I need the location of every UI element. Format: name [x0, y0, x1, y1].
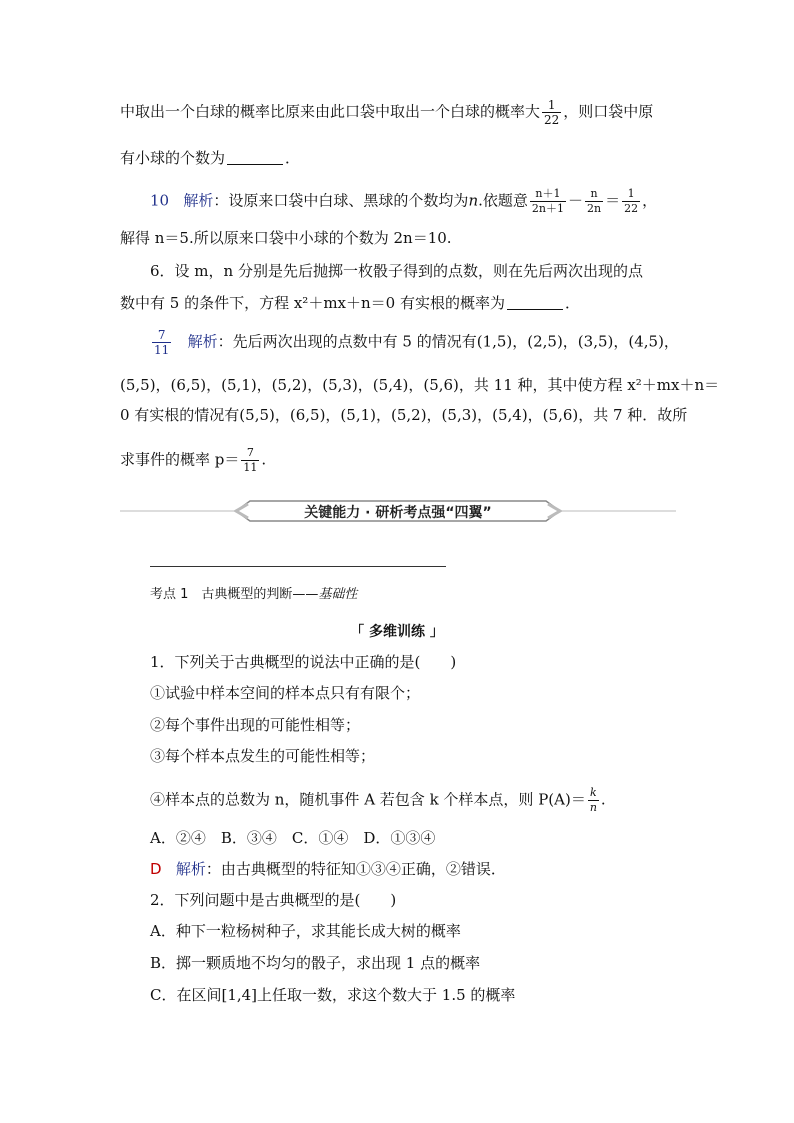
problem-5-text: 中取出一个白球的概率比原来由此口袋中取出一个白球的概率大 [120, 102, 541, 121]
problem-5-line-1 [120, 98, 653, 127]
answer-6-line-3: 0 有实根的情况有(5,5)，(6,5)，(5,1)，(5,2)，(5,3)，(5,4)，(5,6)，共 7 种．故所 [120, 406, 688, 424]
answer-5-line-2: 解得 n＝5.所以原来口袋中小球的个数为 2n＝10. [120, 229, 452, 247]
explanation-label-6: 解析 [187, 332, 218, 351]
problem-6-line-2: 数中有 5 的条件下，方程 x²＋mx＋n＝0 有实根的概率为 ． [120, 294, 580, 312]
section-divider [150, 566, 446, 567]
answer-6-line-4: 求事件的概率 p＝ $\frac{7}{11}$ . [120, 446, 267, 474]
answer-letter: D [150, 860, 162, 878]
subheading: 「 多维训练 」 [350, 624, 444, 640]
statement-4: ④样本点的总数为 n，随机事件 A 若包含 k 个样本点，则 P(A)＝ $\frac{k}{n}$ . [150, 786, 606, 814]
answer-fraction-7-11: $\frac{7}{11}$ [154, 328, 170, 357]
section-banner [120, 498, 676, 524]
question-2-option-c: C．在区间[1,4]上任取一数，求这个数大于 1.5 的概率 [150, 986, 516, 1004]
fraction-n-plus-1: $\frac{n+1}{2n+1}$ [531, 187, 564, 215]
fraction-n-over-2n: $\frac{n}{2n}$ [587, 187, 602, 215]
fraction-1-22: $\frac{1}{22}$ [544, 98, 560, 127]
banner-title: 关键能力 · 研析考点强“四翼” [304, 505, 492, 521]
problem-5-line-2: 有小球的个数为 ． [120, 149, 301, 167]
fraction-1-22-b: $\frac{1}{22}$ [624, 187, 639, 215]
question-1-options: A．②④ B．③④ C．①④ D．①③④ [150, 829, 436, 847]
answer-blank [227, 150, 283, 165]
problem-6-line-1: 6．设 m，n 分别是先后抛掷一枚骰子得到的点数，则在先后两次出现的点 [150, 262, 643, 280]
fraction-7-11-b: $\frac{7}{11}$ [243, 446, 258, 474]
answer-6-line-2: (5,5)，(6,5)，(5,1)，(5,2)，(5,3)，(5,4)，(5,6)，共 11 种，其中使方程 x²＋mx＋n＝ [120, 376, 720, 394]
answer-6-line-1: $\frac{7}{11}$ 解析：先后两次出现的点数中有 5 的情况有(1,5)，(2,5)，(3,5)，(4,5)， [154, 328, 679, 357]
statement-3: ③每个样本点发生的可能性相等； [150, 747, 376, 765]
explanation-label: 解析 [183, 191, 214, 210]
section-subtitle: 基础性 [318, 587, 358, 602]
question-2-option-b: B．掷一颗质地不均匀的骰子，求出现 1 点的概率 [150, 954, 481, 972]
problem-5-text-end: ，则口袋中原 [563, 102, 654, 121]
section-title: 考点 1 古典概型的判断——基础性 [150, 587, 358, 602]
answer-5-line-1: 10 解析：设原来口袋中白球、黑球的个数均为n.依题意 $\frac{n+1}{2n+1}$ － $\frac{n}{2n}$ ＝ $\frac{1}{22}$ ， [150, 187, 658, 215]
statement-2: ②每个事件出现的可能性相等； [150, 716, 361, 734]
fraction-k-over-n: $\frac{k}{n}$ [589, 786, 597, 814]
answer-blank-6 [507, 295, 563, 310]
question-2-option-a: A．种下一粒杨树种子，求其能长成大树的概率 [150, 922, 461, 940]
question-1-stem: 1．下列关于古典概型的说法中正确的是( ) [150, 653, 457, 671]
question-1-answer: D 解析：由古典概型的特征知①③④正确，②错误． [150, 860, 506, 878]
answer-value: 10 [150, 191, 170, 210]
statement-1: ①试验中样本空间的样本点只有有限个； [150, 684, 421, 702]
question-2-stem: 2．下列问题中是古典概型的是( ) [150, 891, 397, 909]
